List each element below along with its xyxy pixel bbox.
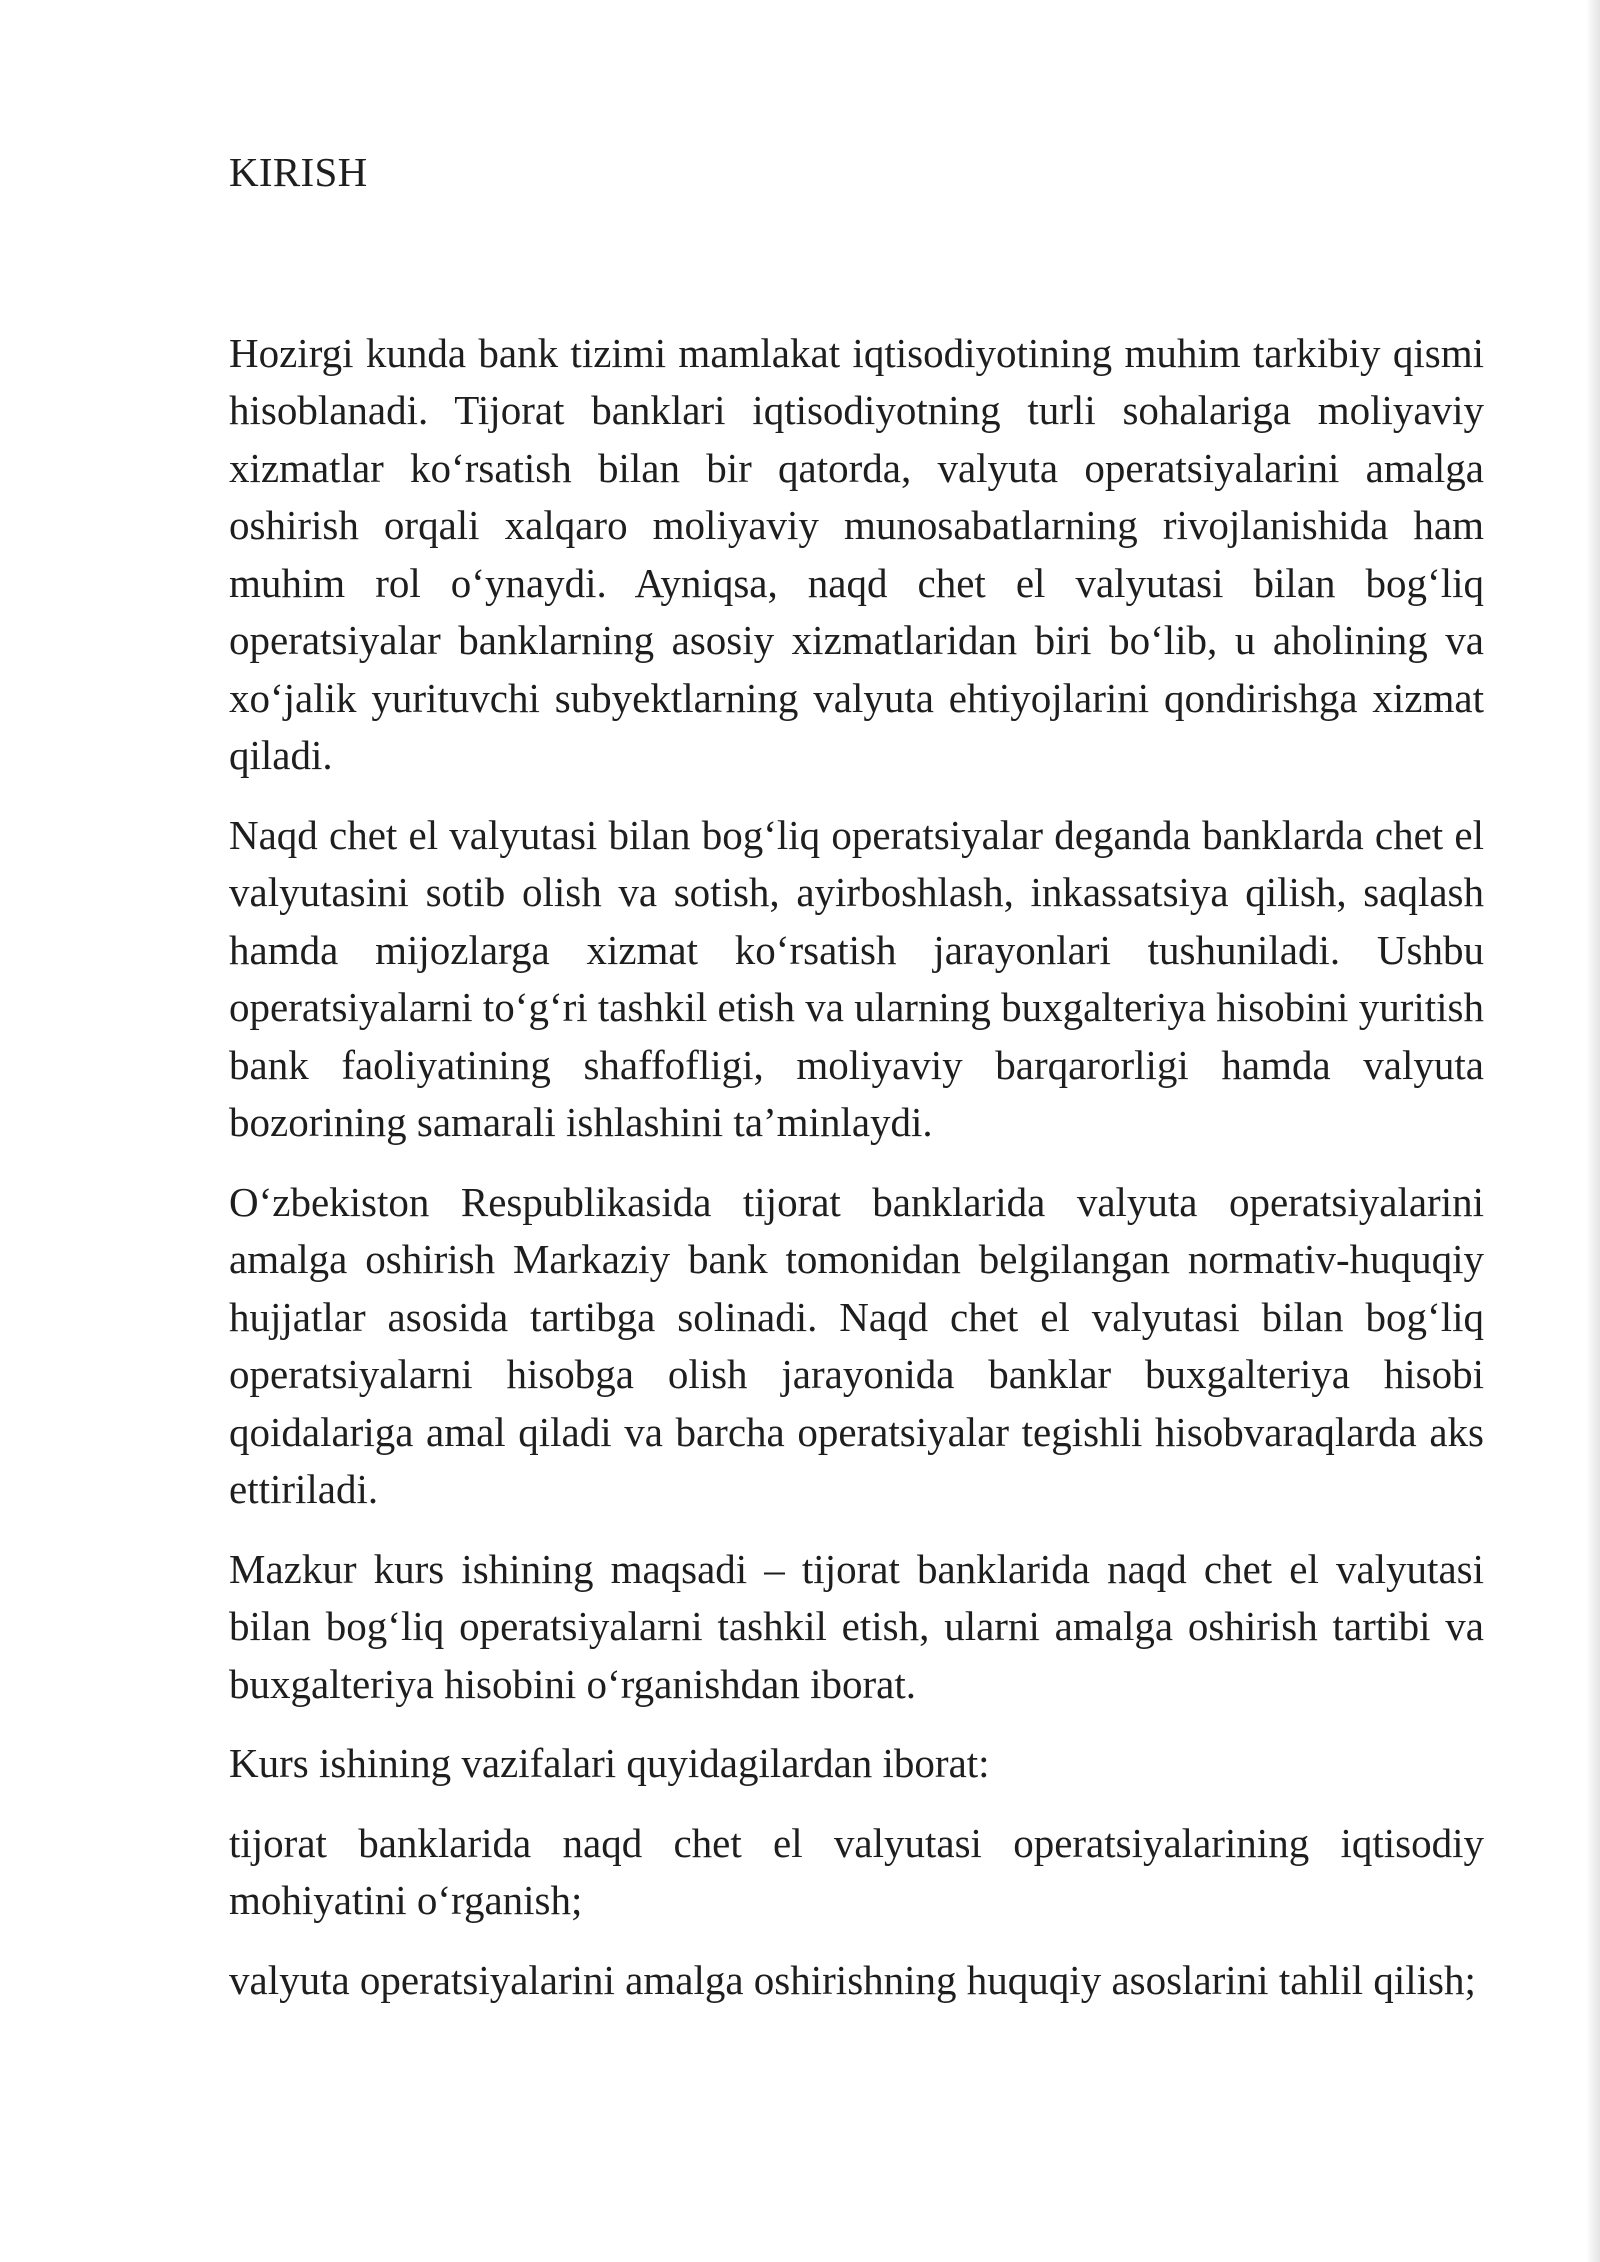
paragraph-tasks-intro: Kurs ishining vazifalari quyidagilardan iborat: bbox=[229, 1740, 990, 1786]
paragraph-regulation: O‘zbekiston Respublikasida tijorat banklarida valyuta operatsiyalarini amalga oshirish Markaziy bank tomonidan belgilangan normativ-huquqiy hujjatlar asosida tartibga solinadi. Naqd chet el valyutasi bilan bog‘liq operatsiyalarni hisobga olish jarayonida banklar buxgalteriya hisobi qoidalariga amal qiladi va barcha operatsiyalar tegishli hisobvaraqlarda aks ettiriladi. bbox=[229, 1178, 1484, 1512]
task-item-2: valyuta operatsiyalarini amalga oshirishning huquqiy asoslarini tahlil qilish; bbox=[229, 1956, 1476, 2003]
paragraph-intro: Hozirgi kunda bank tizimi mamlakat iqtisodiyotining muhim tarkibiy qismi hisoblanadi. Tijorat banklari iqtisodiyotning turli sohalariga moliyaviy xizmatlar ko‘rsatish bilan bir qatorda, valyuta operatsiyalarini amalga oshirish orqali xalqaro moliyaviy munosabatlarning rivojlanishida ham muhim rol o‘ynaydi. Ayniqsa, naqd chet el valyutasi bilan bog‘liq operatsiyalar banklarning asosiy xizmatlaridan biri bo‘lib, u aholining va xo‘jalik yurituvchi subyektlarning valyuta ehtiyojlarini qondirishga xizmat qiladi. bbox=[229, 329, 1484, 778]
section-heading: KIRISH bbox=[229, 149, 368, 195]
task-item-1: tijorat banklarida naqd chet el valyutasi operatsiyalarining iqtisodiy mohiyatini o‘rganish; bbox=[229, 1819, 1484, 1923]
document-body bbox=[229, 144, 1484, 2031]
page-edge-shadow bbox=[1586, 0, 1600, 2262]
paragraph-goal: Mazkur kurs ishining maqsadi – tijorat banklarida naqd chet el valyutasi bilan bog‘liq operatsiyalarni tashkil etish, ularni amalga oshirish tartibi va buxgalteriya hisobini o‘rganishdan iborat. bbox=[229, 1545, 1484, 1707]
paragraph-definition: Naqd chet el valyutasi bilan bog‘liq operatsiyalar deganda banklarda chet el valyutasini sotib olish va sotish, ayirboshlash, inkassatsiya qilish, saqlash hamda mijozlarga xizmat ko‘rsatish jarayonlari tushuniladi. Ushbu operatsiyalarni to‘g‘ri tashkil etish va ularning buxgalteriya hisobini yuritish bank faoliyatining shaffofligi, moliyaviy barqarorligi hamda valyuta bozorining samarali ishlashini ta’minlaydi. bbox=[229, 811, 1484, 1145]
